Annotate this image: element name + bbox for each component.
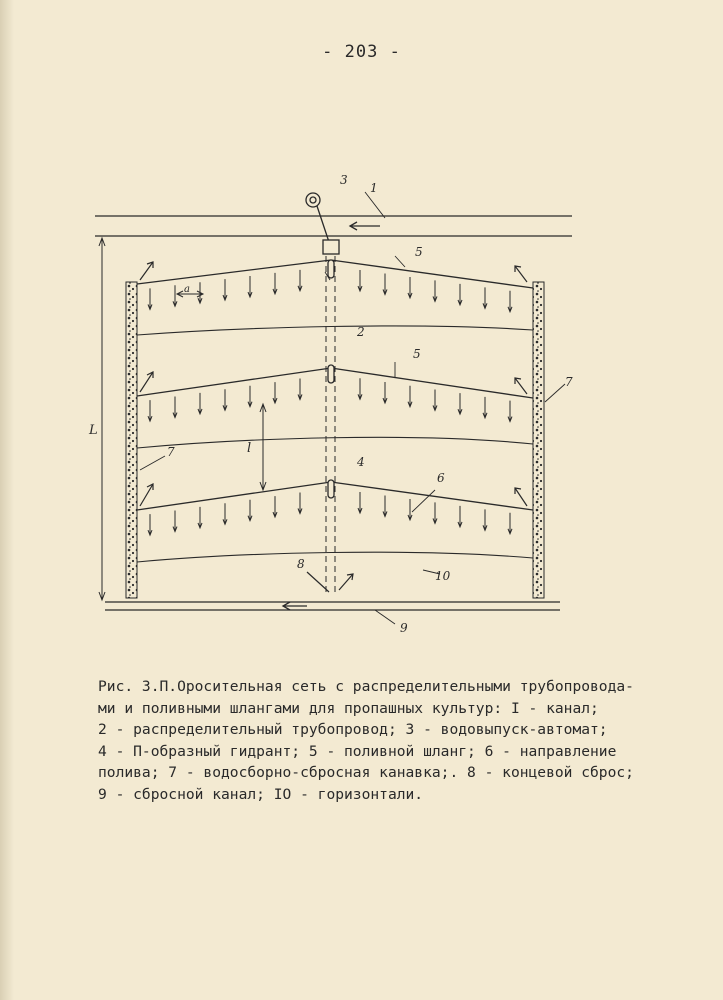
caption-line: Рис. 3.П.Оросительная сеть с распределительными трубопровода- [98, 678, 634, 695]
label-drain-canal: 9 [400, 621, 408, 635]
label-hydrant: 4 [357, 455, 365, 469]
label-outlet: 3 [340, 173, 348, 187]
spacing-dimension [177, 291, 203, 297]
caption-line: полива; 7 - водосборно-сбросная канавка;. 8 - концевой сброс; [98, 764, 634, 782]
caption-line: 4 - П-образный гидрант; 5 - поливной шланг; 6 - направление [98, 742, 617, 760]
label-hose-middle: 5 [413, 347, 421, 361]
label-ditch-left: 7 [167, 445, 175, 459]
pipeline [326, 256, 335, 592]
label-spacing: a [184, 284, 190, 295]
caption-line: 9 - сбросной канал; IO - горизонтали. [98, 785, 424, 803]
label-ditch-right: 7 [565, 375, 573, 389]
canal-lines [95, 216, 572, 236]
end-outlet-arrow [307, 572, 353, 592]
length-dimension [99, 238, 105, 600]
label-canal: 1 [370, 181, 378, 195]
label-band: l [247, 441, 252, 456]
caption-line: 2 - распределительный трубопровод; 3 - водовыпуск-автомат; [98, 721, 608, 739]
ditch-left [126, 282, 137, 598]
label-length: L [89, 423, 98, 438]
drain-canal-lines [105, 602, 560, 610]
label-direction: 6 [437, 471, 445, 485]
outlet [306, 193, 339, 254]
caption-line: ми и поливными шлангами для пропашных культур: I - канал; [98, 699, 599, 717]
ditch-right [533, 282, 544, 598]
band-dimension [260, 404, 266, 490]
label-contours: 10 [435, 569, 451, 583]
label-end-outlet: 8 [297, 557, 305, 571]
label-pipeline: 2 [357, 325, 365, 339]
label-hose-top: 5 [415, 245, 423, 259]
hydrants [328, 260, 334, 498]
page-edge-shadow [0, 0, 14, 1000]
figure-caption [98, 676, 658, 806]
label-leaders [140, 192, 565, 624]
irrigation-network-diagram [89, 172, 575, 642]
page-number: - 203 - [322, 42, 401, 62]
